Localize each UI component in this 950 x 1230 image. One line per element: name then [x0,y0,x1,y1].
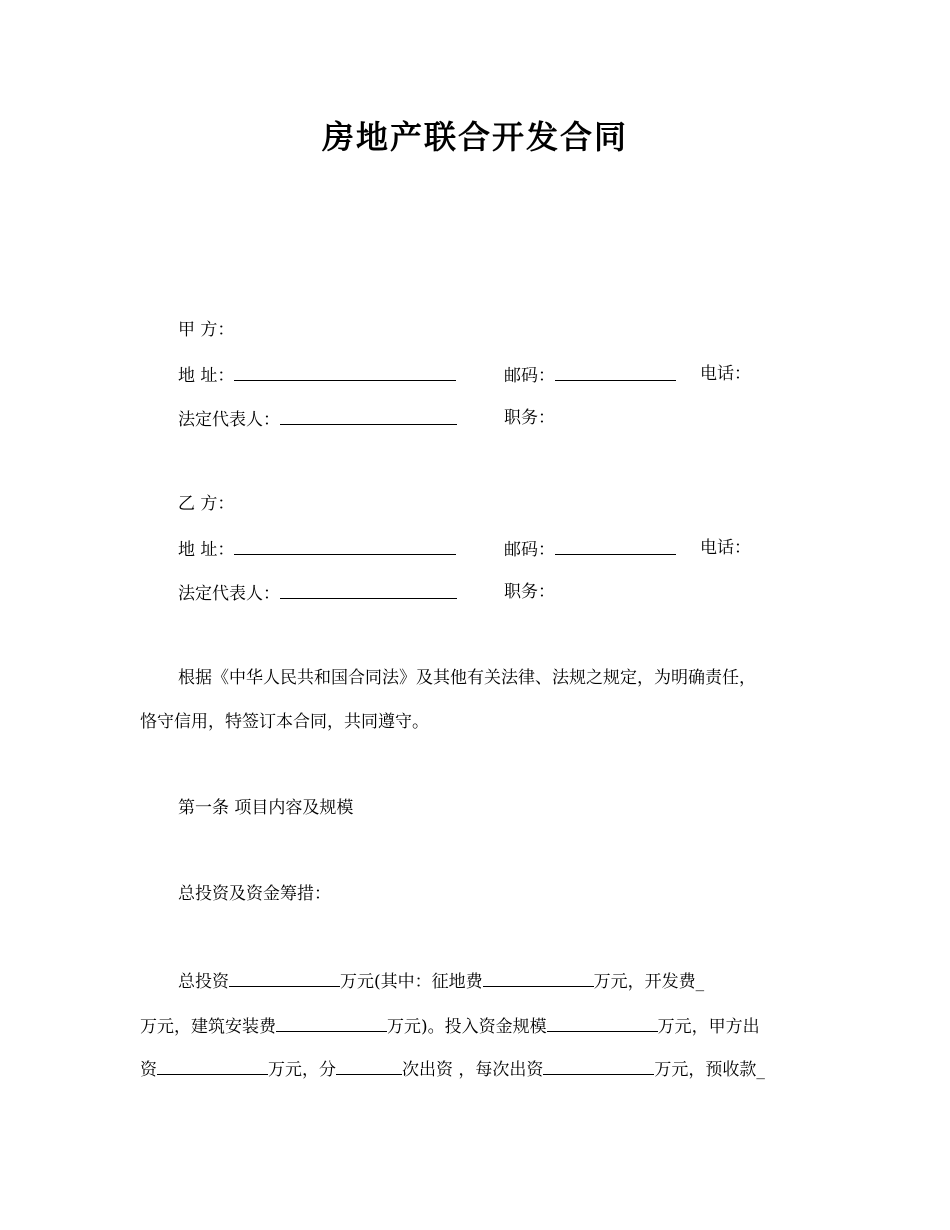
investment-total-field[interactable] [229,968,340,987]
party-b-rep-row [178,580,457,606]
investment-party-a-label: 万元，甲方出 [657,1017,760,1037]
investment-construction-label: 万元，建筑安装费 [140,1017,276,1037]
investment-prepayment-label: 万元，预收款_ [654,1060,765,1080]
party-a-postcode-row [504,362,676,388]
investment-capital-label: 资 [140,1060,157,1080]
investment-per-installment-field[interactable] [543,1056,654,1075]
investment-land-fee-field[interactable] [483,968,594,987]
party-b-phone-label: 电话： [700,538,751,558]
investment-land-fee-label: 万元(其中：征地费 [340,972,483,992]
party-a-rep-field[interactable] [280,406,457,425]
party-b-address-field[interactable] [234,536,456,555]
preamble-line-2: 恪守信用，特签订本合同，共同遵守。 [140,712,429,732]
investment-installments-label: 万元，分 [268,1060,336,1080]
article-1-heading: 第一条 项目内容及规模 [178,798,354,818]
party-a-rep-label: 法定代表人： [178,410,280,430]
party-a-address-row [178,362,456,388]
preamble-line-1: 根据《中华人民共和国合同法》及其他有关法律、法规之规定，为明确责任， [178,668,756,688]
party-b-postcode-label: 邮码： [504,540,555,560]
investment-total-label: 总投资 [178,972,229,992]
investment-heading: 总投资及资金筹措： [178,884,331,904]
party-a-address-field[interactable] [234,362,456,381]
party-b-address-label: 地 址： [178,540,235,560]
party-b-rep-field[interactable] [280,580,457,599]
party-a-position-label: 职务： [504,408,555,428]
party-a-label: 甲 方： [178,320,235,340]
party-a-phone-label: 电话： [700,364,751,384]
investment-construction-field[interactable] [276,1013,387,1032]
party-b-label: 乙 方： [178,494,235,514]
investment-per-installment-label: 次出资 ，每次出资 [402,1060,544,1080]
investment-line-1 [178,968,704,994]
investment-scale-field[interactable] [547,1013,658,1032]
party-b-postcode-field[interactable] [555,536,676,555]
party-a-postcode-label: 邮码： [504,366,555,386]
document-title: 房地产联合开发合同 [321,118,628,156]
investment-capital-field[interactable] [157,1056,268,1075]
party-a-rep-row [178,406,457,432]
investment-line-3 [140,1056,765,1082]
investment-dev-fee-label: 万元，开发费_ [593,972,705,992]
investment-installments-field[interactable] [336,1056,402,1075]
party-b-position-label: 职务： [504,582,555,602]
investment-line-2 [140,1013,760,1039]
party-a-postcode-field[interactable] [555,362,676,381]
party-b-rep-label: 法定代表人： [178,584,280,604]
party-b-postcode-row [504,536,676,562]
party-a-address-label: 地 址： [178,366,235,386]
investment-scale-label: 万元)。投入资金规模 [387,1017,547,1037]
party-b-address-row [178,536,456,562]
